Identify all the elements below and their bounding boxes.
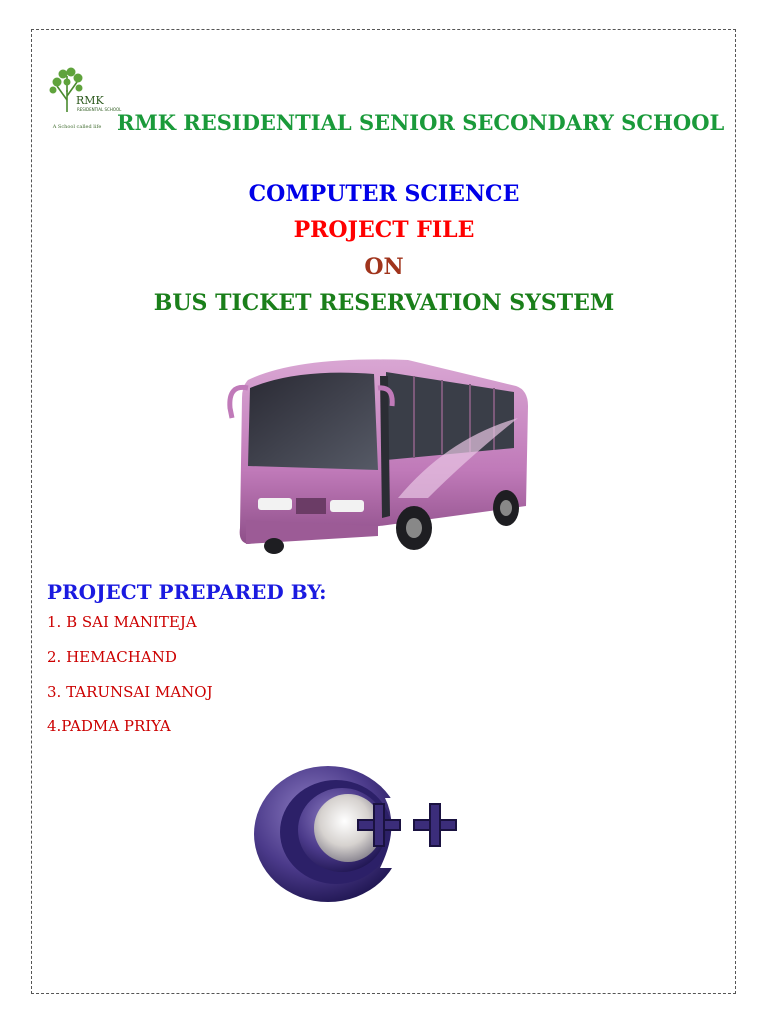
member-item: 3. TARUNSAI MANOJ	[47, 683, 213, 701]
bus-illustration	[218, 348, 538, 558]
project-file-heading: PROJECT FILE	[293, 217, 475, 243]
member-item: 2. HEMACHAND	[47, 648, 177, 666]
school-name: RMK RESIDENTIAL SENIOR SECONDARY SCHOOL	[117, 110, 725, 135]
logo-text: RMK	[76, 94, 104, 107]
logo-subtext: RESIDENTIAL SCHOOL	[77, 107, 122, 112]
cpp-logo-icon	[250, 758, 480, 908]
member-item: 1. B SAI MANITEJA	[47, 613, 197, 631]
member-item: 4.PADMA PRIYA	[47, 717, 171, 735]
subject-heading: COMPUTER SCIENCE	[248, 181, 520, 207]
topic-heading: BUS TICKET RESERVATION SYSTEM	[153, 290, 615, 316]
prepared-by-heading: PROJECT PREPARED BY:	[47, 580, 327, 604]
logo-tagline: A School called life	[52, 124, 102, 130]
on-heading: ON	[364, 254, 404, 280]
